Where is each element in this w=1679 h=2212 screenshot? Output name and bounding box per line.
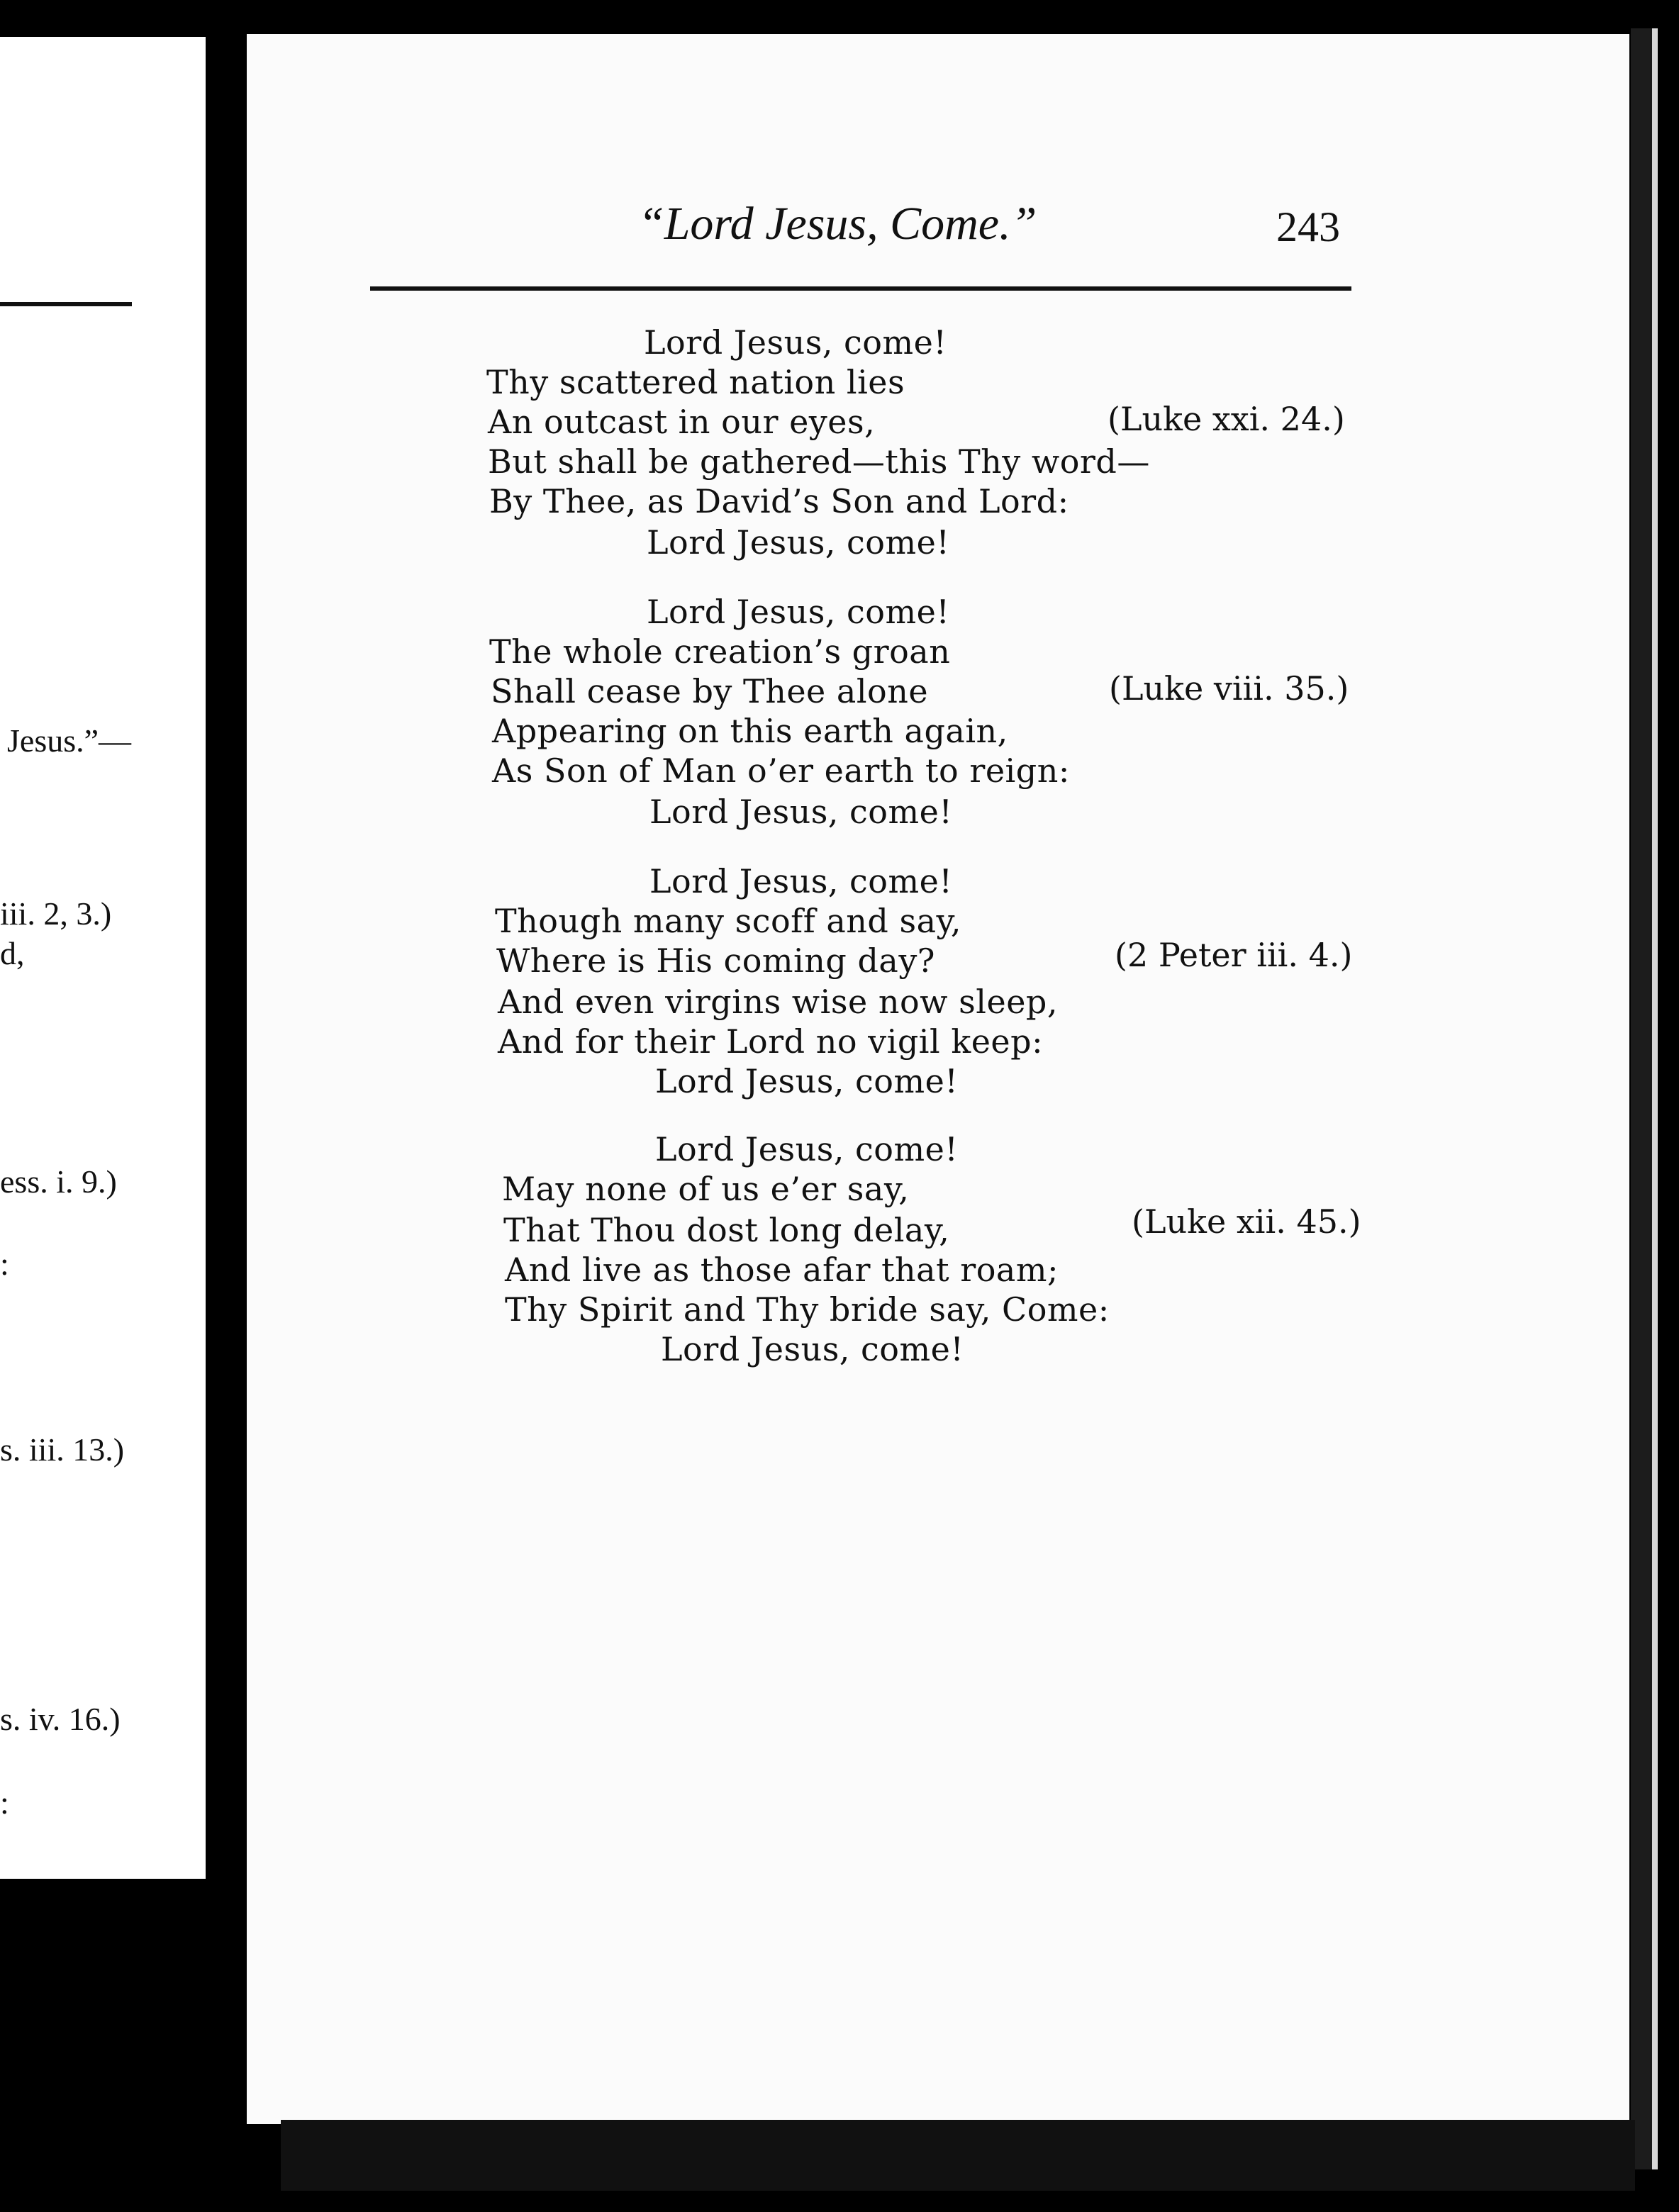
poem-line: The whole creation’s groan bbox=[489, 632, 951, 671]
poem-line: And for their Lord no vigil keep: bbox=[498, 1022, 1044, 1061]
scripture-reference: (2 Peter iii. 4.) bbox=[1115, 936, 1353, 974]
poem-line: Thy Spirit and Thy bride say, Come: bbox=[505, 1290, 1110, 1329]
page-edge bbox=[1631, 28, 1652, 2169]
page-number: 243 bbox=[1276, 203, 1340, 250]
left-fragment: : bbox=[0, 1784, 9, 1821]
left-fragment: iii. 2, 3.) bbox=[0, 895, 112, 932]
left-fragment: Jesus.”— bbox=[7, 722, 132, 759]
poem-line: May none of us e’er say, bbox=[502, 1170, 910, 1208]
header-rule bbox=[370, 286, 1351, 291]
left-page bbox=[0, 37, 206, 1879]
poem-line: Lord Jesus, come! bbox=[649, 862, 953, 900]
left-fragment: : bbox=[0, 1246, 9, 1282]
poem-line: Though many scoff and say, bbox=[495, 902, 961, 940]
poem-line: And even virgins wise now sleep, bbox=[498, 983, 1058, 1021]
left-fragment: s. iv. 16.) bbox=[0, 1701, 121, 1737]
poem-line: But shall be gathered—this Thy word— bbox=[488, 442, 1150, 481]
poem-line: Appearing on this earth again, bbox=[492, 712, 1008, 750]
scripture-reference: (Luke viii. 35.) bbox=[1109, 669, 1349, 708]
poem-line: As Son of Man o’er earth to reign: bbox=[492, 752, 1070, 790]
poem-line: Lord Jesus, come! bbox=[655, 1062, 959, 1100]
poem-line: Lord Jesus, come! bbox=[647, 593, 950, 631]
poem-line: Lord Jesus, come! bbox=[647, 523, 950, 562]
poem-line: Thy scattered nation lies bbox=[486, 363, 905, 401]
poem-line: Lord Jesus, come! bbox=[655, 1130, 959, 1168]
poem-line: Lord Jesus, come! bbox=[661, 1330, 964, 1368]
poem-line: That Thou dost long delay, bbox=[503, 1211, 950, 1249]
left-fragment: ess. i. 9.) bbox=[0, 1163, 117, 1200]
left-fragment: s. iii. 13.) bbox=[0, 1431, 125, 1468]
poem-line: Shall cease by Thee alone bbox=[491, 672, 929, 710]
poem-line: Lord Jesus, come! bbox=[649, 793, 953, 831]
scripture-reference: (Luke xii. 45.) bbox=[1132, 1202, 1361, 1241]
scripture-reference: (Luke xxi. 24.) bbox=[1108, 400, 1345, 438]
poem-line: An outcast in our eyes, bbox=[488, 403, 876, 441]
bottom-margin bbox=[281, 2120, 1635, 2191]
poem-line: By Thee, as David’s Son and Lord: bbox=[489, 482, 1069, 520]
page-edge-highlight bbox=[1652, 28, 1658, 2169]
left-fragment: d, bbox=[0, 935, 25, 971]
poem-line: And live as those afar that roam; bbox=[505, 1251, 1059, 1289]
running-header-title: “Lord Jesus, Come.” bbox=[638, 198, 1037, 250]
poem-line: Lord Jesus, come! bbox=[644, 323, 947, 362]
poem-line: Where is His coming day? bbox=[496, 942, 935, 980]
left-page-rule bbox=[0, 302, 132, 306]
